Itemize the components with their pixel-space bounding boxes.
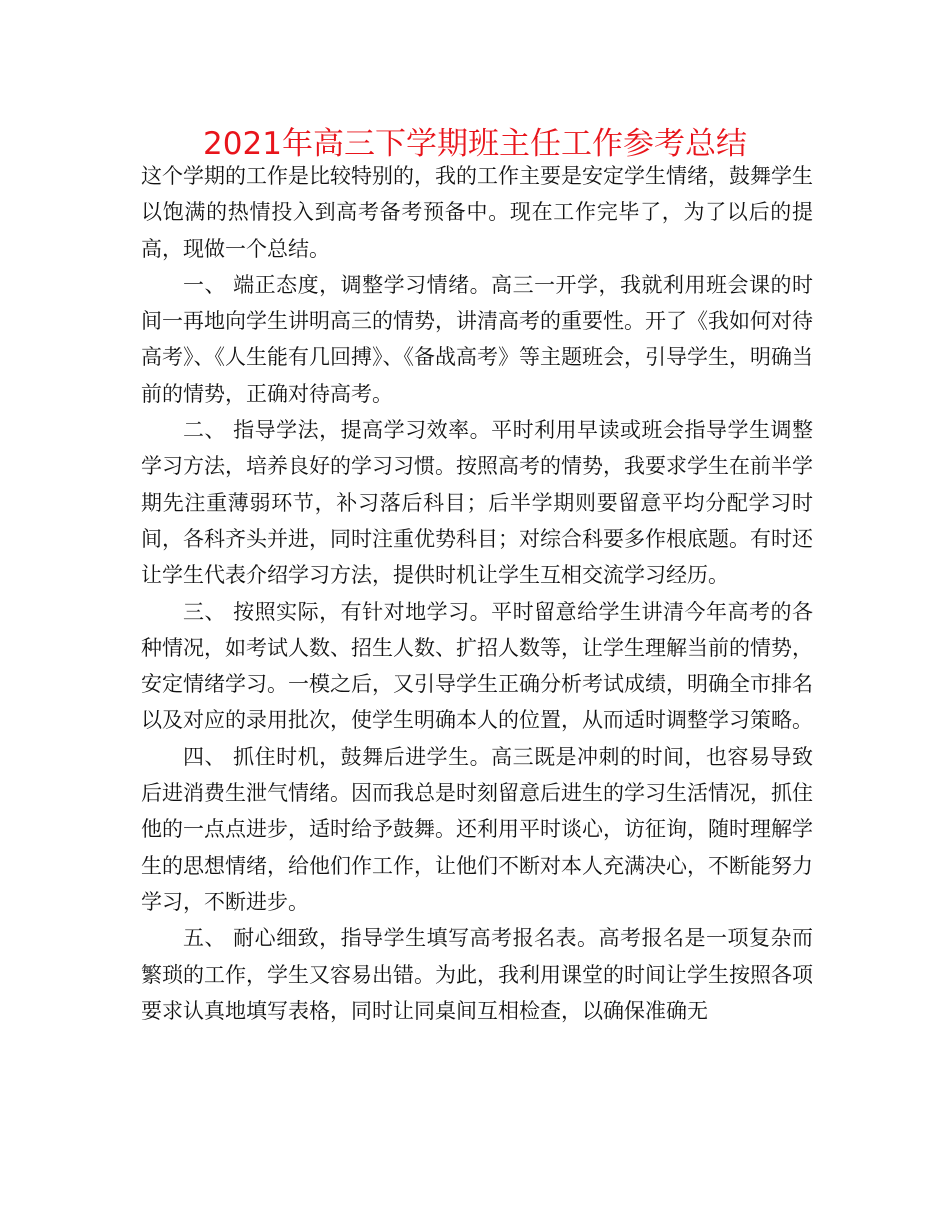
section-1-paragraph: 一、 端正态度，调整学习情绪。高三一开学，我就利用班会课的时间一再地向学生讲明高三的情势，讲清高考的重要性。开了《我如何对待高考》、《人生能有几回搏》、《备战高考》等主题班会，引导学生，明确当前的情势，正确对待高考。	[141, 272, 813, 406]
section-2-paragraph: 二、 指导学法，提高学习效率。平时利用早读或班会指导学生调整学习方法，培养良好的学习习惯。按照高考的情势，我要求学生在前半学期先注重薄弱环节，补习落后科目；后半学期则要留意平均分配学习时间，各科齐头并进，同时注重优势科目；对综合科要多作根底题。有时还让学生代表介绍学习方法，提供时机让学生互相交流学习经历。	[141, 418, 813, 588]
section-5-paragraph: 五、 耐心细致，指导学生填写高考报名表。高考报名是一项复杂而繁琐的工作，学生又容易出错。为此，我利用课堂的时间让学生按照各项要求认真地填写表格，同时让同桌间互相检查，以确保准确无	[141, 926, 813, 1023]
document-body	[141, 158, 813, 1029]
section-3-paragraph: 三、 按照实际，有针对地学习。平时留意给学生讲清今年高考的各种情况，如考试人数、招生人数、扩招人数等，让学生理解当前的情势，安定情绪学习。一模之后，又引导学生正确分析考试成绩，明确全市排名以及对应的录用批次，使学生明确本人的位置，从而适时调整学习策略。	[141, 599, 813, 733]
section-4-paragraph: 四、 抓住时机，鼓舞后进学生。高三既是冲刺的时间，也容易导致后进消费生泄气情绪。因而我总是时刻留意后进生的学习生活情况，抓住他的一点点进步，适时给予鼓舞。还利用平时谈心，访征询，随时理解学生的思想情绪，给他们作工作，让他们不断对本人充满决心，不断能努力学习，不断进步。	[141, 744, 813, 914]
document-title: 2021年高三下学期班主任工作参考总结	[203, 126, 747, 162]
intro-paragraph: 这个学期的工作是比较特别的，我的工作主要是安定学生情绪，鼓舞学生以饱满的热情投入到高考备考预备中。现在工作完毕了，为了以后的提高，现做一个总结。	[141, 164, 813, 261]
